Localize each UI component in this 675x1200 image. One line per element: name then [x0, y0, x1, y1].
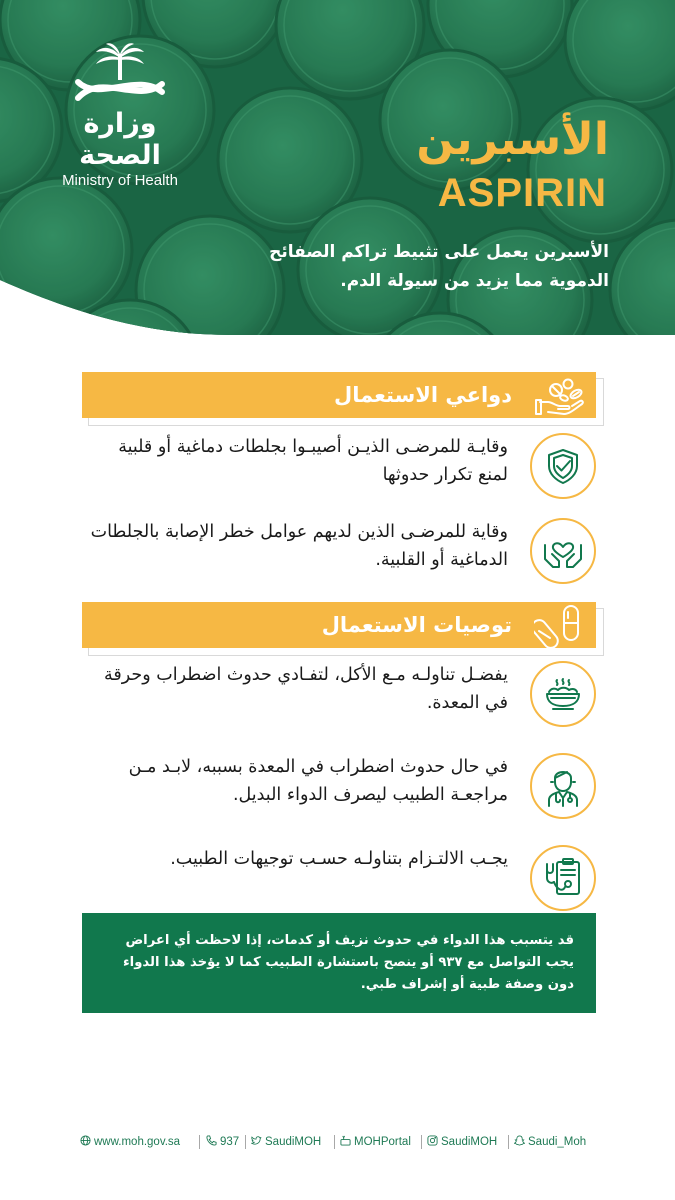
- section-title: توصيات الاستعمال: [321, 613, 512, 637]
- section-banner-recommendations: [82, 602, 596, 648]
- page-title-english: ASPIRIN: [437, 171, 607, 215]
- shield-check-icon: [543, 446, 583, 486]
- footer-divider: [334, 1135, 335, 1149]
- warning-box: [82, 913, 596, 1013]
- hand-pills-icon: [534, 372, 586, 418]
- footer-phone-text: 937: [220, 1136, 240, 1148]
- footer-snapchat-text: Saudi_Moh: [528, 1136, 587, 1148]
- footer-phone[interactable]: [206, 1130, 239, 1154]
- footer-contacts: [0, 1130, 675, 1154]
- item-text: وقايـة للمرضـى الذيـن أصيبـوا بجلطات دماغية أو قلبية لمنع تكرار حدوثها: [118, 437, 508, 485]
- footer-twitter[interactable]: [251, 1130, 321, 1154]
- footer-divider: [199, 1135, 200, 1149]
- logo-arabic-name: وزارة الصحة: [79, 108, 161, 171]
- phone-icon: [206, 1135, 217, 1146]
- page-subtitle: الأسبرين يعمل على تثبيط تراكم الصفائح الدموية مما يزيد من سيولة الدم.: [269, 242, 609, 291]
- warning-text: قد يتسبب هذا الدواء في حدوث نزيف أو كدمات، إذا لاحظت أي اعراض يجب التواصل مع ٩٣٧ أو ينصح باستشارة الطبيب كما لا يؤخذ هذا الدواء دون وصفة طبية أو إشراف طبي.: [122, 933, 574, 992]
- section-title: دواعي الاستعمال: [333, 383, 512, 407]
- meal-bowl-icon: [541, 674, 585, 714]
- moh-emblem-icon: [72, 42, 168, 108]
- clipboard-stethoscope-icon: [541, 856, 585, 900]
- globe-icon: [80, 1135, 91, 1146]
- item-icon-circle: [530, 518, 596, 584]
- item-icon-circle: [530, 661, 596, 727]
- footer-youtube[interactable]: [340, 1130, 411, 1154]
- snapchat-icon: [514, 1135, 525, 1146]
- item-text: في حال حدوث اضطراب في المعدة بسببه، لابـد مـن مراجعـة الطبيب ليصرف الدواء البديل.: [128, 757, 508, 805]
- item-text: يفضـل تناولـه مـع الأكل، لتفـادي حدوث اضطراب وحرقة في المعدة.: [104, 665, 508, 713]
- footer-website-text: www.moh.gov.sa: [94, 1136, 181, 1148]
- hands-heart-icon: [541, 531, 585, 571]
- youtube-icon: [340, 1135, 351, 1146]
- twitter-icon: [251, 1135, 262, 1146]
- footer-twitter-text: SaudiMOH: [265, 1136, 322, 1148]
- item-text: وقاية للمرضـى الذين لديهم عوامل خطر الإصابة بالجلطات الدماغية أو القلبية.: [90, 522, 508, 570]
- section-banner-indications: [82, 372, 596, 418]
- footer-website[interactable]: [80, 1130, 180, 1154]
- item-icon-circle: [530, 753, 596, 819]
- capsule-pill-icon: [534, 602, 586, 648]
- footer-divider: [421, 1135, 422, 1149]
- item-icon-circle: [530, 845, 596, 911]
- footer-divider: [245, 1135, 246, 1149]
- footer-youtube-text: MOHPortal: [354, 1136, 411, 1148]
- footer-snapchat[interactable]: [514, 1130, 586, 1154]
- item-text: يجـب الالتـزام بتناولـه حسـب توجيهات الطبيب.: [170, 849, 508, 869]
- logo-english-name: Ministry of Health: [62, 172, 178, 189]
- footer-instagram-text: SaudiMOH: [441, 1136, 498, 1148]
- footer-instagram[interactable]: [427, 1130, 497, 1154]
- instagram-icon: [427, 1135, 438, 1146]
- footer-divider: [508, 1135, 509, 1149]
- header-banner: [0, 0, 675, 340]
- doctor-icon: [541, 764, 585, 808]
- moh-logo: [40, 42, 200, 190]
- item-icon-circle: [530, 433, 596, 499]
- page-title-arabic: الأسبرين: [416, 114, 609, 165]
